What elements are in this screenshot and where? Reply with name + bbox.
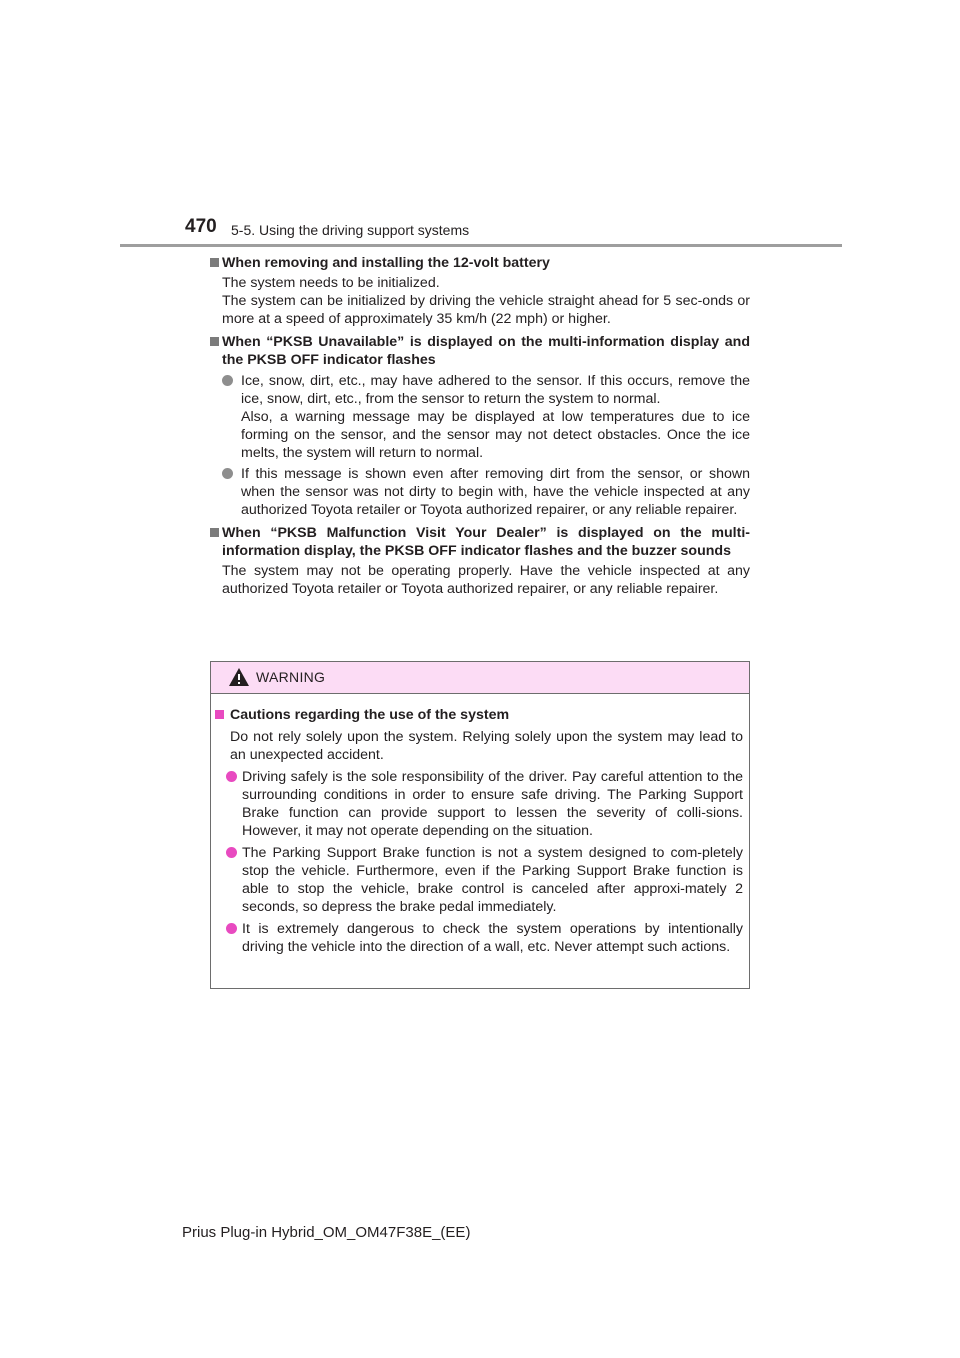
page-footer: Prius Plug-in Hybrid_OM_OM47F38E_(EE): [182, 1224, 471, 1241]
warning-bullet: [211, 920, 749, 956]
warning-body: [211, 706, 749, 956]
warning-box: [210, 661, 750, 989]
warning-title: WARNING: [256, 669, 326, 685]
warning-header: [211, 662, 749, 694]
circle-bullet-icon: [222, 468, 233, 479]
warning-bullet-text: Driving safely is the sole responsibility of the driver. Pay careful attention to the surrounding conditions in order to ensure safe driving. The Parking Support Brake function can provide support to lessen the severity of colli-sions. However, it may not operate depending on the situation.: [242, 769, 743, 839]
warning-triangle-icon: [228, 667, 250, 687]
bullet-item: [222, 372, 750, 462]
warning-item: [211, 706, 749, 764]
square-bullet-icon: [215, 710, 224, 719]
main-content: [210, 254, 750, 603]
circle-bullet-icon: [222, 375, 233, 386]
section-heading: When removing and installing the 12-volt battery: [222, 255, 550, 271]
bullet-item: [222, 465, 750, 519]
square-bullet-icon: [210, 528, 219, 537]
bullet-text: Ice, snow, dirt, etc., may have adhered to the sensor. If this occurs, remove the ice, snow, dirt, etc., from the sensor to return the system to normal. Also, a warning message may be displayed at low temperatures due to ice forming on the sensor, and the sensor may not detect obstacles. Once the ice melts, the system will return to normal.: [241, 373, 750, 461]
warning-bullet-text: The Parking Support Brake function is not a system designed to com-pletely stop the vehicle. Furthermore, even if the Parking Support Brake function is able to stop the vehicle, brake control is canceled after approxi-mately 2 seconds, so depress the brake pedal immediately.: [242, 845, 743, 915]
warning-heading: Cautions regarding the use of the system: [230, 707, 510, 723]
section-item: [210, 524, 750, 598]
circle-bullet-icon: [226, 847, 237, 858]
section-heading: When “PKSB Unavailable” is displayed on the multi-information display and the PKSB OFF indicator flashes: [222, 334, 750, 368]
circle-bullet-icon: [226, 771, 237, 782]
section-paragraph: The system may not be operating properly. Have the vehicle inspected at any authorized Toyota retailer or Toyota authorized repairer, or any reliable repairer.: [222, 563, 750, 597]
warning-bullet: [211, 768, 749, 840]
warning-bullet: [211, 844, 749, 916]
page-number: 470: [185, 216, 217, 237]
bullet-text: If this message is shown even after removing dirt from the sensor, or shown when the sensor was not dirty to begin with, have the vehicle inspected at any authorized Toyota retailer or Toyota authorized repairer, or any reliable repairer.: [241, 466, 750, 518]
section-heading: When “PKSB Malfunction Visit Your Dealer” is displayed on the multi-information display, the PKSB OFF indicator flashes and the buzzer sounds: [222, 525, 750, 559]
section-item: [210, 333, 750, 519]
section-paragraph: The system needs to be initialized. The system can be initialized by driving the vehicle straight ahead for 5 sec-onds or more at a speed of approximately 35 km/h (22 mph) or higher.: [222, 275, 750, 327]
section-title: 5-5. Using the driving support systems: [231, 222, 470, 238]
header-divider: [120, 244, 842, 247]
section-item: [210, 254, 750, 328]
square-bullet-icon: [210, 337, 219, 346]
square-bullet-icon: [210, 258, 219, 267]
warning-paragraph: Do not rely solely upon the system. Relying solely upon the system may lead to an unexpected accident.: [230, 729, 743, 763]
circle-bullet-icon: [226, 923, 237, 934]
warning-bullet-text: It is extremely dangerous to check the system operations by intentionally driving the vehicle into the direction of a wall, etc. Never attempt such actions.: [242, 921, 743, 955]
page-header: [160, 215, 845, 247]
